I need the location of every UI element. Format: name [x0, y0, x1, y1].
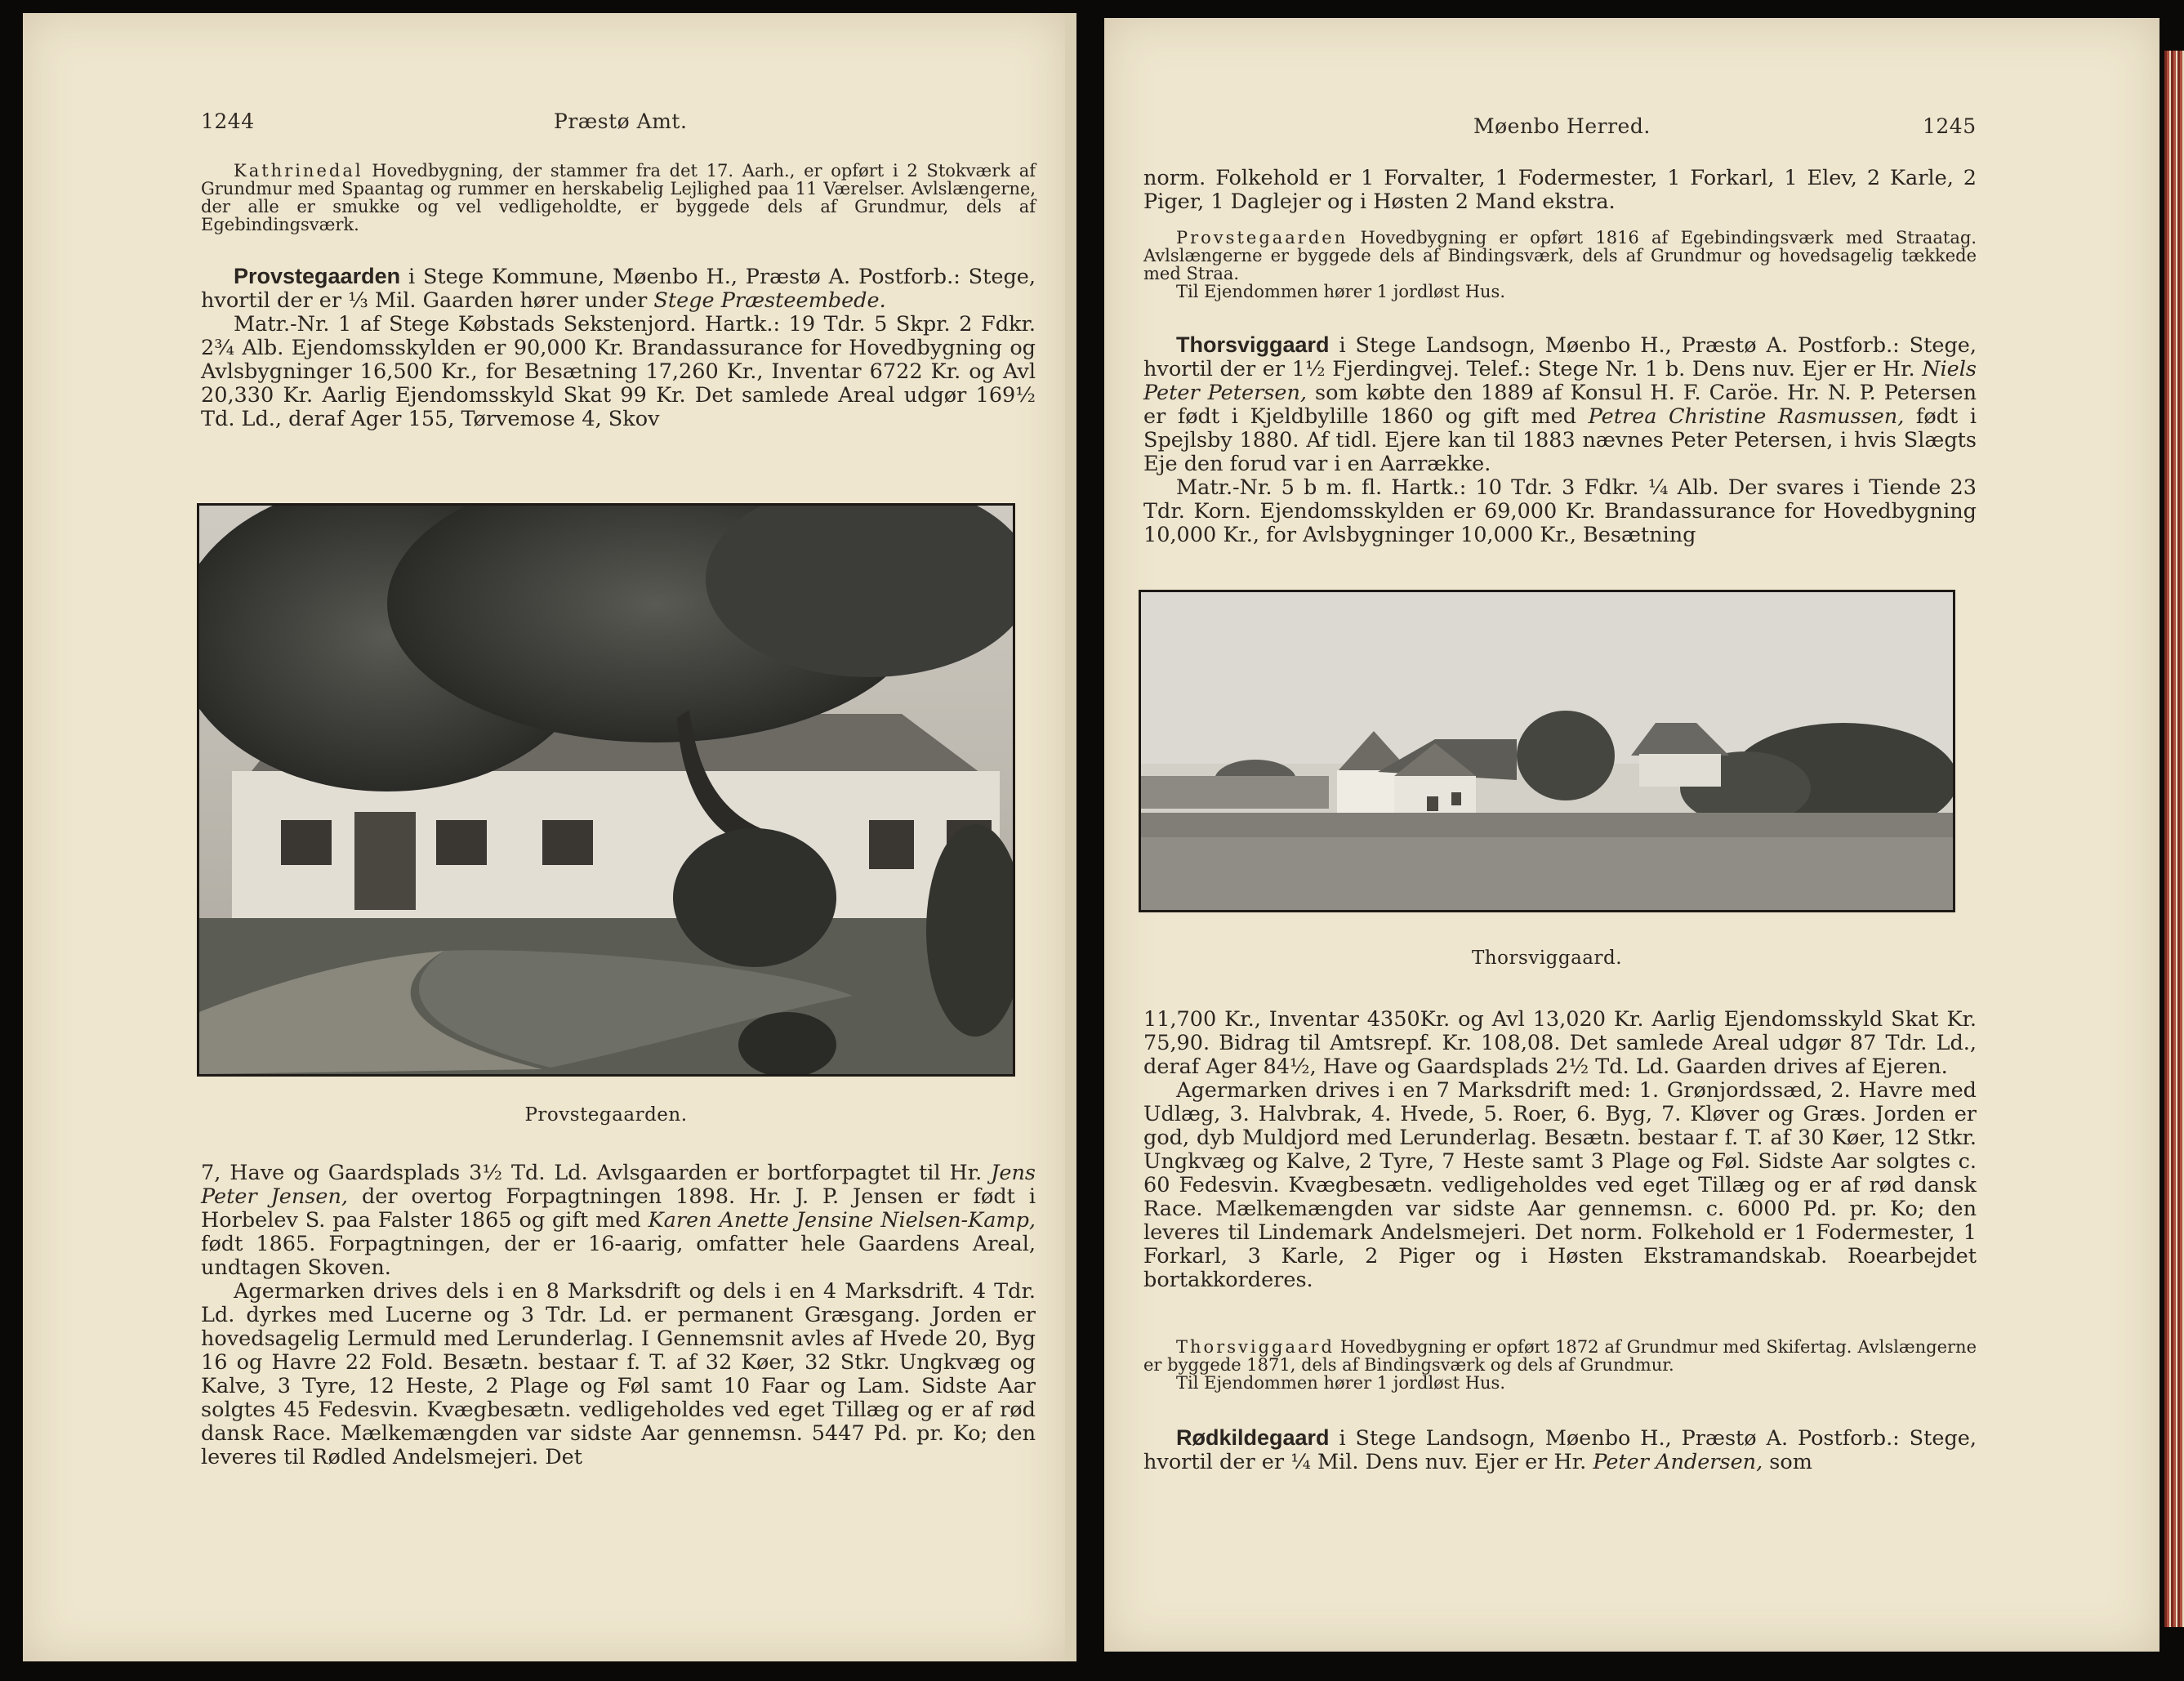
next-entry-italic: Peter Andersen,	[1593, 1450, 1763, 1474]
note-spaced-name-2: Thorsviggaard	[1176, 1337, 1335, 1357]
running-head: Møenbo Herred.	[1473, 114, 1651, 138]
thorsviggaard-photo	[1139, 590, 1955, 912]
entry-text-1b: som købte den 1889 af Konsul H. F. Caröe. Hr. N. P. Petersen er født i Kjeldbylille 1860 og gift med	[1143, 381, 1977, 429]
entry-paragraph-2: Matr.-Nr. 1 af Stege Købstads Sekstenjord. Hartk.: 19 Tdr. 5 Skpr. 2 Fdkr. 2¾ Alb. Ejendomsskylden er 90,000 Kr. Brandassurance for Hovedbygning og Avlsbygninger 16,500 Kr., for Besætning 17,260 Kr., Inventar 6722 Kr. og Avl 20,330 Kr. Aarlig Ejendomsskyld Skat 99 Kr. Det samlede Areal udgør 169½ Td. Ld., deraf Ager 155, Tørvemose 4, Skov	[201, 312, 1036, 431]
photo-caption: Thorsviggaard.	[1471, 948, 1623, 969]
entry-italic-1: Stege Præsteembede.	[653, 288, 886, 313]
next-entry-text-a: i Stege Landsogn, Møenbo H., Præstø A. Postforb.: Stege, hvortil der er ¼ Mil. Dens nuv. Ejer er Hr.	[1143, 1426, 1977, 1474]
intro-text: Hovedbygning, der stammer fra det 17. Aarh., er opført i 2 Stokværk af Grundmur med Spaantag og rummer en herskabelig Lejlighed paa 11 Værelser. Avlslængerne, der alle er smukke og vel vedligeholdte, er byggede dels af Grundmur, dels af Egebindingsværk.	[201, 161, 1036, 234]
page-number: 1244	[201, 109, 255, 133]
entry-text-1a: i Stege Landsogn, Møenbo H., Præstø A. Postforb.: Stege, hvortil der er 1½ Fjerdingvej. Telef.: Stege Nr. 1 b. Dens nuv. Ejer er Hr.	[1143, 333, 1977, 381]
right-page	[1104, 18, 2159, 1652]
entry-text-3c: født 1865. Forpagtningen, der er 16-aarig, omfatter hele Gaardens Areal, undtagen Skoven.	[201, 1232, 1036, 1280]
farm-landscape-image	[1141, 592, 1953, 910]
next-entry-text-b: som	[1763, 1450, 1812, 1474]
entry-paragraph-2: Matr.-Nr. 5 b m. fl. Hartk.: 10 Tdr. 3 Fdkr. ¼ Alb. Der svares i Tiende 23 Tdr. Korn. Ejendomsskylden er 69,000 Kr. Brandassurance for Hovedbygning 10,000 Kr., for Avlsbygninger 10,000 Kr., Besætning	[1143, 475, 1977, 547]
entry-paragraph-1	[201, 265, 1036, 313]
entry-paragraph-4: Agermarken drives dels i en 8 Marksdrift og dels i en 4 Marksdrift. 4 Tdr. Ld. dyrkes med Lucerne og 3 Tdr. Ld. er permanent Græsgang. Jorden er hovedsagelig Lermuld med Lerunderlag. I Gennemsnit avles af Hvede 20, Byg 16 og Havre 22 Fold. Besætn. bestaar f. T. af 32 Køer, 32 Stkr. Ungkvæg og Kalve, 3 Tyre, 12 Heste, 2 Plage og Føl samt 10 Faar og Lam. Sidste Aar solgtes 45 Fedesvin. Kvægbesætn. vedligeholdes ved eget Tillæg og er af rød dansk Race. Mælkemængden var sidste Aar gennemsn. 5447 Pd. pr. Ko; den leveres til Rødled Andelsmejeri. Det	[201, 1279, 1036, 1469]
page-number: 1245	[1923, 114, 1977, 138]
note-paragraph-2	[1143, 1338, 1977, 1374]
farmhouse-image	[199, 506, 1013, 1074]
note-spaced-name-1: Provstegaarden	[1176, 228, 1348, 247]
entry-italic-1a: Niels Peter Petersen,	[1143, 357, 1977, 405]
note-line-1: Til Ejendommen hører 1 jordløst Hus.	[1176, 282, 1506, 301]
left-page	[23, 13, 1076, 1661]
entry-italic-3b: Karen Anette Jensine Nielsen-Kamp,	[648, 1208, 1036, 1233]
note-line-2: Til Ejendommen hører 1 jordløst Hus.	[1176, 1373, 1506, 1393]
entry-text-3a: 7, Have og Gaardsplads 3½ Td. Ld. Avlsgaarden er bortforpagtet til Hr.	[201, 1161, 992, 1185]
continued-paragraph: norm. Folkehold er 1 Forvalter, 1 Fodermester, 1 Forkarl, 1 Elev, 2 Karle, 2 Piger, 1 Daglejer og i Høsten 2 Mand ekstra.	[1143, 166, 1977, 214]
book-edge	[2164, 51, 2184, 1627]
provstegaarden-photo	[197, 503, 1015, 1077]
entry-paragraph-4: Agermarken drives i en 7 Marksdrift med: 1. Grønjordssæd, 2. Havre med Udlæg, 3. Halvbrak, 4. Hvede, 5. Roer, 6. Byg, 7. Kløver og Græs. Jorden er god, dyb Muldjord med Lerunderlag. Besætn. bestaar f. T. af 30 Køer, 12 Stkr. Ungkvæg og Kalve, 2 Tyre, 7 Heste samt 3 Plage og Føl. Sidste Aar solgtes c. 60 Fedesvin. Kvægbesætn. vedligeholdes ved eget Tillæg og er af rød dansk Race. Mælkemængden var sidste Aar gennemsn. c. 6000 Pd. pr. Ko; den leveres til Lindemark Andelsmejeri. Det norm. Folkehold er 1 Fodermester, 1 Forkarl, 3 Karle, 2 Piger og i Høsten Ekstramandskab. Roearbejdet bortakkorderes.	[1143, 1078, 1977, 1292]
entry-text-1c: født i Spejlsby 1880. Af tidl. Ejere kan til 1883 nævnes Peter Petersen, i hvis Slægts Eje den forud var i en Aarrække.	[1143, 404, 1977, 476]
entry-paragraph-3	[201, 1162, 1036, 1280]
photo-caption: Provstegaarden.	[524, 1104, 688, 1126]
intro-paragraph	[201, 162, 1036, 234]
entry-italic-1b: Petrea Christine Rasmussen,	[1588, 404, 1905, 429]
entry-paragraph-1	[1143, 333, 1977, 476]
note-text-1: Hovedbygning er opført 1816 af Egebindingsværk med Straatag. Avlslængerne er byggede dels af Bindingsværk, dels af Grundmur og hovedsagelig tækkede med Straa.	[1143, 228, 1977, 283]
running-head: Præstø Amt.	[554, 109, 688, 133]
entry-text-3b: der overtog Forpagtningen 1898. Hr. J. P. Jensen er født i Horbelev S. paa Falster 1865 og gift med	[201, 1184, 1036, 1233]
entry-text-1: i Stege Kommune, Møenbo H., Præstø A. Postforb.: Stege, hvortil der er ⅓ Mil. Gaarden hører under	[201, 265, 1036, 313]
intro-spaced-name: Kathrinedal	[234, 161, 363, 181]
note-paragraph-1	[1143, 229, 1977, 283]
next-entry-paragraph	[1143, 1426, 1977, 1474]
entry-title: Thorsviggaard	[1176, 332, 1330, 357]
entry-paragraph-3: 11,700 Kr., Inventar 4350Kr. og Avl 13,020 Kr. Aarlig Ejendomsskyld Skat Kr. 75,90. Bidrag til Amtsrepf. Kr. 108,08. Det samlede Areal udgør 87 Tdr. Ld., deraf Ager 84½, Have og Gaardsplads 2½ Td. Ld. Gaarden drives af Ejeren.	[1143, 1007, 1977, 1079]
entry-italic-3a: Jens Peter Jensen,	[201, 1161, 1036, 1209]
note-text-2: Hovedbygning er opført 1872 af Grundmur med Skifertag. Avlslængerne er byggede 1871, dels af Bindingsværk og dels af Grundmur.	[1143, 1337, 1977, 1375]
next-entry-title: Rødkildegaard	[1176, 1425, 1330, 1450]
entry-title: Provstegaarden	[234, 264, 401, 288]
